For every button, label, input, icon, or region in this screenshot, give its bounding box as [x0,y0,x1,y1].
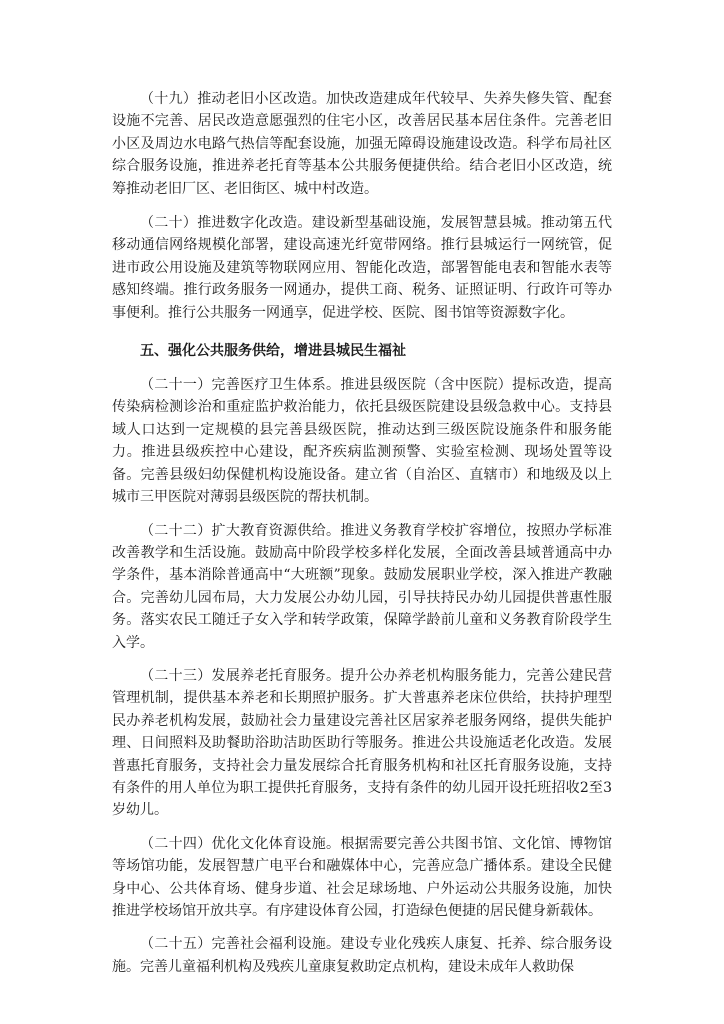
paragraph-20: （二十）推进数字化改造。建设新型基础设施，发展智慧县城。推动第五代移动通信网络规模化部署，建设高速光纤宽带网络。推行县城运行一网统管，促进市政公用设施及建筑等物联网应用、智能化改造，部署智能电表和智能水表等感知终端。推行政务服务一网通办，提供工商、税务、证照证明、行政许可等办事便利。推行公共服务一网通享，促进学校、医院、图书馆等资源数字化。 [112,215,612,321]
section-heading: 五、强化公共服务供给，增进县城民生福祉 [140,343,406,360]
paragraph-19: （十九）推动老旧小区改造。加快改造建成年代较早、失养失修失管、配套设施不完善、居民改造意愿强烈的住宅小区，改善居民基本居住条件。完善老旧小区及周边水电路气热信等配套设施，加强无障碍设施建设改造。科学布局社区综合服务设施，推进养老托育等基本公共服务便捷供给。结合老旧小区改造，统筹推动老旧厂区、老旧街区、城中村改造。 [112,91,612,197]
document-page [112,88,612,978]
paragraph-23: （二十三）发展养老托育服务。提升公办养老机构服务能力，完善公建民营管理机制，提供基本养老和长期照护服务。扩大普惠养老床位供给，扶持护理型民办养老机构发展，鼓励社会力量建设完善社区居家养老服务网络，提供失能护理、日间照料及助餐助浴助洁助医助行等服务。推进公共设施适老化改造。发展普惠托育服务，支持社会力量发展综合托育服务机构和社区托育服务设施，支持有条件的用人单位为职工提供托育服务，支持有条件的幼儿园开设托班招收2至3岁幼儿。 [112,667,612,819]
paragraph-22: （二十二）扩大教育资源供给。推进义务教育学校扩容增位，按照办学标准改善教学和生活设施。鼓励高中阶段学校多样化发展，全面改善县域普通高中办学条件，基本消除普通高中“大班额”现象。鼓励发展职业学校，深入推进产教融合。完善幼儿园布局，大力发展公办幼儿园，引导扶持民办幼儿园提供普惠性服务。落实农民工随迁子女入学和转学政策，保障学龄前儿童和义务教育阶段学生入学。 [112,522,612,651]
paragraph-25: （二十五）完善社会福利设施。建设专业化残疾人康复、托养、综合服务设施。完善儿童福利机构及残疾儿童康复救助定点机构，建设未成年人救助保 [112,936,612,975]
paragraph-21: （二十一）完善医疗卫生体系。推进县级医院（含中医院）提标改造，提高传染病检测诊治和重症监护救治能力，依托县级医院建设县级急救中心。支持县域人口达到一定规模的县完善县级医院，推动达到三级医院设施条件和服务能力。推进县级疾控中心建设，配齐疾病监测预警、实验室检测、现场处置等设备。完善县级妇幼保健机构设施设备。建立省（自治区、直辖市）和地级及以上城市三甲医院对薄弱县级医院的帮扶机制。 [112,377,612,506]
paragraph-24: （二十四）优化文化体育设施。根据需要完善公共图书馆、文化馆、博物馆等场馆功能，发展智慧广电平台和融媒体中心，完善应急广播体系。建设全民健身中心、公共体育场、健身步道、社会足球场地、户外运动公共服务设施，加快推进学校场馆开放共享。有序建设体育公园，打造绿色便捷的居民健身新载体。 [112,835,612,919]
